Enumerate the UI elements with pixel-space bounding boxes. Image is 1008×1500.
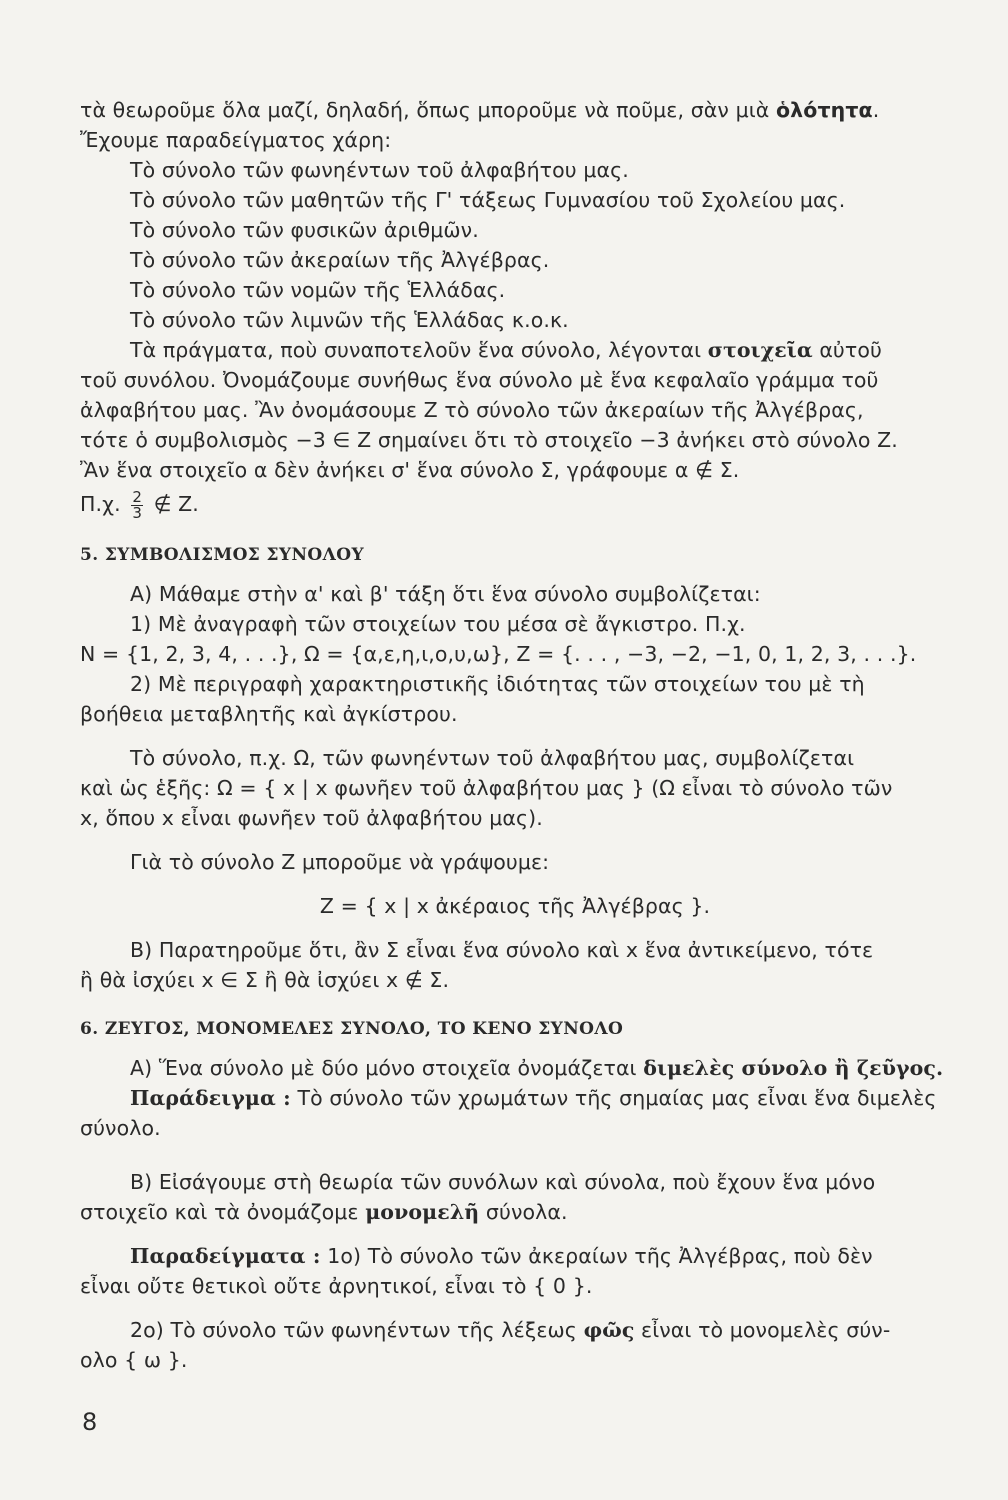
set-notation-line: N = {1, 2, 3, 4, . . .}, Ω = {α,ε,η,ι,ο,υ,ω}, Z = {. . . , −3, −2, −1, 0, 1, 2, 3, . . .}.: [80, 641, 917, 666]
section5-line: x, ὅπου x εἶναι φωνῆεν τοῦ ἀλφαβήτου μας).: [80, 805, 543, 830]
intro-text: τὰ θεωροῦμε ὅλα μαζί, δηλαδή, ὅπως μποροῦμε νὰ ποῦμε, σὰν μιὰ: [80, 98, 776, 122]
section6-line: [80, 1083, 950, 1113]
paragraph-line: τότε ὁ συμβολισμὸς −3 ∈ Z σημαίνει ὅτι τὸ στοιχεῖο −3 ἀνήκει στὸ σύνολο Z.: [80, 428, 898, 452]
example-suffix: ∉ Z.: [146, 492, 199, 516]
page-number: 8: [82, 1408, 98, 1436]
term-bold: στοιχεῖα: [707, 338, 813, 362]
section6-text: 1ο) Τὸ σύνολο τῶν ἀκεραίων τῆς Ἀλγέβρας, ποὺ δὲν: [320, 1243, 873, 1268]
section6-line: [80, 1315, 950, 1345]
section6-line: ολο { ω }.: [80, 1347, 188, 1372]
section6-line: εἶναι οὔτε θετικοὶ οὔτε ἀρνητικοί, εἶναι τὸ { 0 }.: [80, 1273, 593, 1298]
section6-text: στοιχεῖο καὶ τὰ ὀνομάζομε: [80, 1199, 366, 1224]
section5-line: ἢ θὰ ἰσχύει x ∈ Σ ἢ θὰ ἰσχύει x ∉ Σ.: [80, 967, 450, 992]
section5-line: 1) Μὲ ἀναγραφὴ τῶν στοιχείων του μέσα σὲ ἄγκιστρο. Π.χ.: [130, 611, 746, 636]
section6-line: [80, 1053, 950, 1083]
example-line: Τὸ σύνολο τῶν φωνηέντων τοῦ ἀλφαβήτου μας.: [130, 158, 629, 182]
example-label: Παράδειγμα :: [130, 1085, 291, 1110]
section6-line: σύνολο.: [80, 1115, 161, 1140]
intro-line-1: [80, 95, 950, 125]
section6-text: εἶναι τὸ μονομελὲς σύν-: [634, 1317, 891, 1342]
example-prefix: Π.χ.: [80, 492, 128, 516]
section6-line: [80, 1197, 950, 1227]
example-line: Τὸ σύνολο τῶν νομῶν τῆς Ἑλλάδας.: [130, 278, 506, 302]
paragraph-line: Ἂν ἕνα στοιχεῖο α δὲν ἀνήκει σ' ἕνα σύνολο Σ, γράφουμε α ∉ Σ.: [80, 458, 740, 482]
section6-line: B) Εἰσάγουμε στὴ θεωρία τῶν συνόλων καὶ σύνολα, ποὺ ἔχουν ἕνα μόνο: [130, 1169, 876, 1194]
term-bold: ὁλότητα: [776, 98, 873, 122]
section6-line: [80, 1241, 950, 1271]
example-line: Τὸ σύνολο τῶν λιμνῶν τῆς Ἑλλάδας κ.ο.κ.: [130, 308, 569, 332]
section6-text: Τὸ σύνολο τῶν χρωμάτων τῆς σημαίας μας εἶναι ἕνα διμελὲς: [290, 1085, 937, 1110]
section-5-heading: 5. ΣΥΜΒΟΛΙΣΜΟΣ ΣΥΝΟΛΟΥ: [80, 544, 364, 565]
example-line: Τὸ σύνολο τῶν φυσικῶν ἀριθμῶν.: [130, 218, 479, 242]
example-line: Τὸ σύνολο τῶν μαθητῶν τῆς Γ' τάξεως Γυμνασίου τοῦ Σχολείου μας.: [130, 188, 846, 212]
paragraph-line: [80, 335, 950, 365]
section6-text: σύνολα.: [479, 1199, 568, 1224]
intro-line-2: Ἔχουμε παραδείγματος χάρη:: [80, 128, 392, 152]
paragraph-text: αὐτοῦ: [812, 338, 882, 362]
section6-text: 2ο) Τὸ σύνολο τῶν φωνηέντων τῆς λέξεως: [130, 1317, 584, 1342]
section5-line: A) Μάθαμε στὴν α' καὶ β' τάξη ὅτι ἕνα σύνολο συμβολίζεται:: [130, 581, 761, 606]
section5-line: 2) Μὲ περιγραφὴ χαρακτηριστικῆς ἰδιότητας τῶν στοιχείων του μὲ τὴ: [130, 671, 865, 696]
example-fraction-line: [80, 489, 950, 521]
section5-line: καὶ ὡς ἑξῆς: Ω = { x | x φωνῆεν τοῦ ἀλφαβήτου μας } (Ω εἶναι τὸ σύνολο τῶν: [80, 775, 893, 800]
section6-text: A) Ἕνα σύνολο μὲ δύο μόνο στοιχεῖα ὀνομάζεται: [130, 1055, 644, 1080]
paragraph-text: Τὰ πράγματα, ποὺ συναποτελοῦν ἕνα σύνολο, λέγονται: [130, 338, 708, 362]
paragraph-line: τοῦ συνόλου. Ὀνομάζουμε συνήθως ἕνα σύνολο μὲ ἕνα κεφαλαῖο γράμμα τοῦ: [80, 368, 879, 392]
formula-line: Z = { x | x ἀκέραιος τῆς Ἀλγέβρας }.: [319, 893, 711, 918]
fraction-numerator: 2: [132, 487, 142, 506]
section5-line: βοήθεια μεταβλητῆς καὶ ἀγκίστρου.: [80, 701, 458, 726]
example-line: Τὸ σύνολο τῶν ἀκεραίων τῆς Ἀλγέβρας.: [130, 248, 550, 272]
section-6-heading: 6. ΖΕΥΓΟΣ, ΜΟΝΟΜΕΛΕΣ ΣΥΝΟΛΟ, ΤΟ ΚΕΝΟ ΣΥΝΟΛΟ: [80, 1018, 624, 1039]
examples-label: Παραδείγματα :: [130, 1243, 321, 1268]
fraction-denominator: 3: [132, 503, 142, 522]
term-bold: διμελὲς σύνολο ἢ ζεῦγος.: [643, 1055, 944, 1080]
intro-punct: .: [872, 98, 880, 122]
term-bold: φῶς: [583, 1317, 635, 1342]
section5-line: B) Παρατηροῦμε ὅτι, ἂν Σ εἶναι ἕνα σύνολο καὶ x ἕνα ἀντικείμενο, τότε: [130, 937, 874, 962]
paragraph-line: ἀλφαβήτου μας. Ἂν ὀνομάσουμε Z τὸ σύνολο τῶν ἀκεραίων τῆς Ἀλγέβρας,: [80, 398, 864, 422]
section5-line: Γιὰ τὸ σύνολο Z μποροῦμε νὰ γράψουμε:: [130, 849, 550, 874]
section5-line: Τὸ σύνολο, π.χ. Ω, τῶν φωνηέντων τοῦ ἀλφαβήτου μας, συμβολίζεται: [130, 745, 855, 770]
term-bold: μονομελῆ: [365, 1199, 480, 1224]
fraction: [131, 487, 143, 522]
